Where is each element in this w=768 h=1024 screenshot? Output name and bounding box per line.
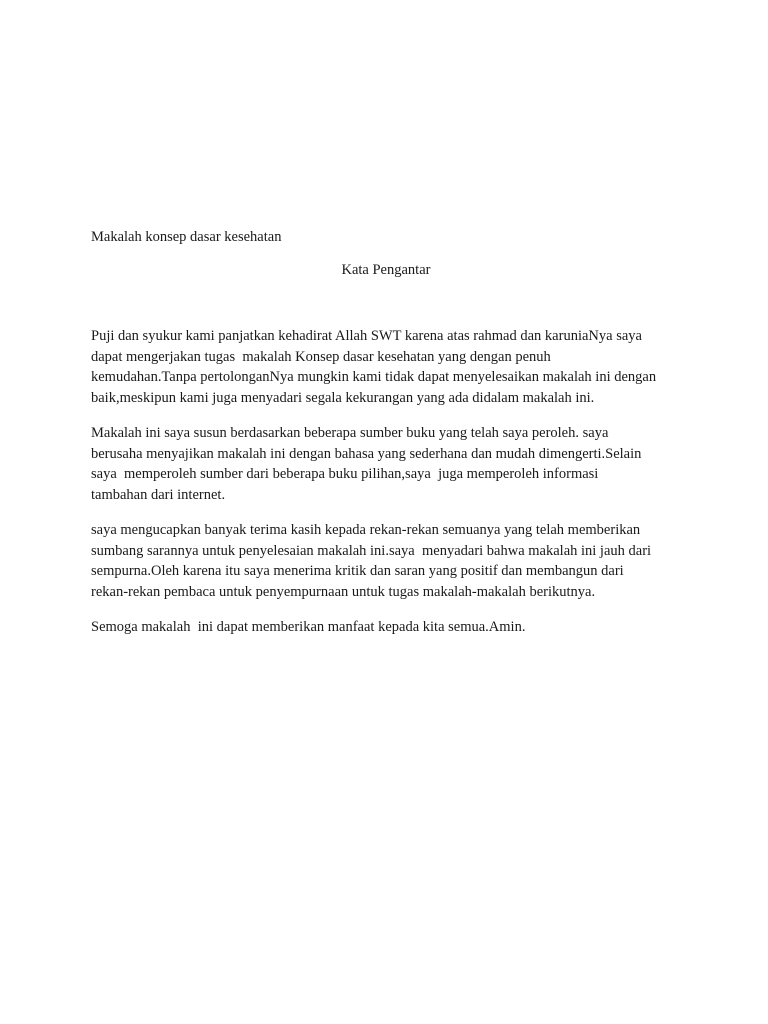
text-line: dapat mengerjakan tugas makalah Konsep dasar kesehatan yang dengan penuh: [91, 348, 551, 365]
text-line: Puji dan syukur kami panjatkan kehadirat Allah SWT karena atas rahmad dan karuniaNya saya: [91, 328, 642, 344]
text-line: rekan-rekan pembaca untuk penyempurnaan untuk tugas makalah-makalah berikutnya.: [91, 583, 596, 600]
text-line: kemudahan.Tanpa pertolonganNya mungkin kami tidak dapat menyelesaikan makalah ini dengan: [91, 369, 657, 385]
text-line: saya mengucapkan banyak terima kasih kepada rekan-rekan semuanya yang telah memberikan: [91, 522, 641, 538]
text-line: sumbang sarannya untuk penyelesaian makalah ini.saya menyadari bahwa makalah ini jauh dari: [91, 542, 652, 559]
paragraph-4: [91, 617, 691, 638]
document-body: [91, 326, 691, 653]
paragraph-1: [91, 326, 691, 408]
text-line: Makalah ini saya susun berdasarkan beberapa sumber buku yang telah saya peroleh. saya: [91, 425, 609, 441]
text-line: tambahan dari internet.: [91, 486, 226, 503]
section-heading: Kata Pengantar: [341, 262, 431, 278]
paragraph-2: [91, 423, 691, 505]
document-title: Makalah konsep dasar kesehatan: [91, 229, 282, 245]
text-line: Semoga makalah ini dapat memberikan manfaat kepada kita semua.Amin.: [91, 619, 526, 635]
text-line: sempurna.Oleh karena itu saya menerima kritik dan saran yang positif dan membangun dari: [91, 563, 624, 579]
text-line: baik,meskipun kami juga menyadari segala kekurangan yang ada didalam makalah ini.: [91, 389, 595, 406]
text-line: berusaha menyajikan makalah ini dengan bahasa yang sederhana dan mudah dimengerti.Selain: [91, 445, 642, 462]
paragraph-3: [91, 520, 691, 602]
text-line: saya memperoleh sumber dari beberapa buku pilihan,saya juga memperoleh informasi: [91, 466, 599, 482]
